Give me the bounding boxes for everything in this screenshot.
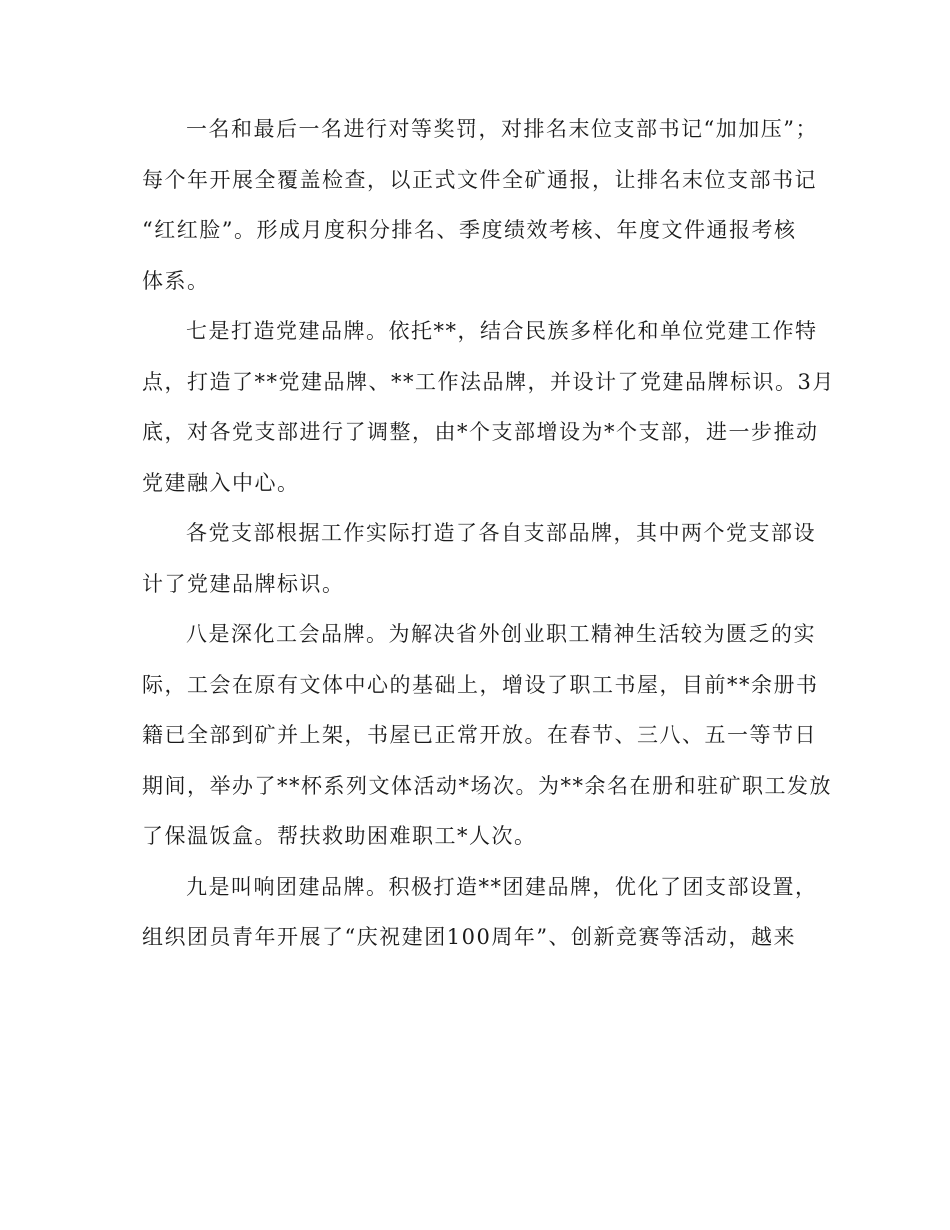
text-line: “红红脸”。形成月度积分排名、季度绩效考核、年度文件通报考核 — [142, 218, 797, 242]
text-line: 一名和最后一名进行对等奖罚，对排名末位支部书记“加加压”； — [186, 117, 818, 141]
text-line: 党建融入中心。 — [142, 470, 300, 495]
text-line: 组织团员青年开展了“庆祝建团100周年”、创新竞赛等活动，越来 — [142, 925, 797, 949]
paragraph-league-brand — [142, 862, 818, 963]
text-line: 九是叫响团建品牌。积极打造**团建品牌，优化了团支部设置， — [186, 874, 818, 899]
text-line: 底，对各党支部进行了调整，由*个支部增设为*个支部，进一步推动 — [142, 420, 819, 444]
text-line: 各党支部根据工作实际打造了各自支部品牌，其中两个党支部设 — [186, 521, 816, 545]
text-line: 点，打造了**党建品牌、**工作法品牌，并设计了党建品牌标识。3月 — [142, 369, 835, 394]
paragraph-party-brand — [142, 306, 835, 508]
text-line: 计了党建品牌标识。 — [142, 571, 345, 596]
text-line: 了保温饭盒。帮扶救助困难职工*人次。 — [142, 824, 537, 848]
paragraph-branch-brand — [142, 508, 816, 609]
document-body — [142, 104, 835, 963]
text-line: 期间，举办了**杯系列文体活动*场次。为**余名在册和驻矿职工发放 — [142, 773, 832, 798]
text-line: 籍已全部到矿并上架，书屋已正常开放。在春节、三八、五一等节日 — [142, 723, 817, 747]
text-line: 体系。 — [142, 268, 210, 293]
text-line: 每个年开展全覆盖检查，以正式文件全矿通报，让排名末位支部书记 — [142, 167, 817, 192]
text-line: 八是深化工会品牌。为解决省外创业职工精神生活较为匮乏的实 — [186, 622, 816, 646]
text-line: 七是打造党建品牌。依托**，结合民族多样化和单位党建工作特 — [186, 319, 818, 343]
paragraph-assessment — [142, 104, 818, 306]
text-line: 际，工会在原有文体中心的基础上，增设了职工书屋，目前**余册书 — [142, 672, 819, 697]
paragraph-union-brand — [142, 609, 832, 862]
